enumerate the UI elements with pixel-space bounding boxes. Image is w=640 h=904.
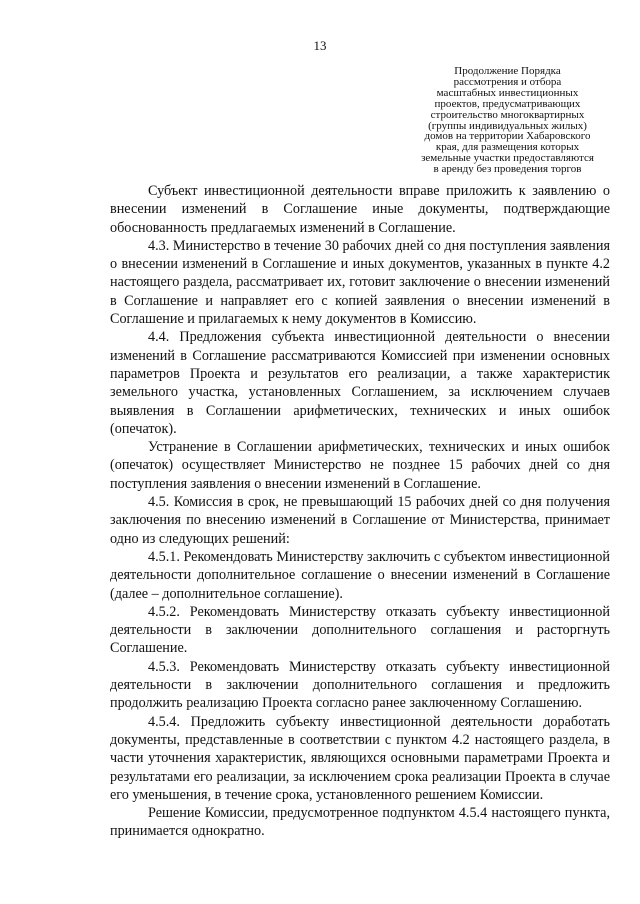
paragraph-4-5-4: 4.5.4. Предложить субъекту инвестиционной деятельности доработать документы, представленные в соответствии с пунктом 4.2 настоящего раздела, в части уточнения характеристик, являющихся основными параметрами Проекта и результатами его реализации, за исключением срока реализации Проекта в случае его уменьшения, в течение срока, установленного решением Комиссии. bbox=[110, 713, 610, 803]
paragraph-commission-decision: Решение Комиссии, предусмотренное подпунктом 4.5.4 настоящего пункта, принимается однократно. bbox=[110, 805, 610, 840]
header-note-line: края, для размещения которых bbox=[435, 141, 580, 154]
header-note-line: в аренду без проведения торгов bbox=[433, 163, 582, 176]
header-note-line: Продолжение Порядка bbox=[454, 65, 561, 77]
header-note-line: домов на территории Хабаровского bbox=[424, 130, 591, 143]
paragraph-4-5-1: 4.5.1. Рекомендовать Министерству заключить с субъектом инвестиционной деятельности дополнительное соглашение о внесении изменений в Соглашение (далее – дополнительное соглашение). bbox=[110, 548, 610, 602]
header-note-line: проектов, предусматривающих bbox=[434, 97, 581, 110]
header-note-line: рассмотрения и отбора bbox=[453, 75, 562, 88]
paragraph-4-5-3: 4.5.3. Рекомендовать Министерству отказать субъекту инвестиционной деятельности в заключении дополнительного соглашения и предложить продолжить реализацию Проекта согласно ранее заключенному Соглашению. bbox=[110, 658, 610, 712]
header-note-line: земельные участки предоставляются bbox=[421, 152, 594, 165]
paragraph-4-4: 4.4. Предложения субъекта инвестиционной деятельности о внесении изменений в Соглашение рассматриваются Комиссией при изменении основных параметров Проекта и результатов его реализации, а также характеристик земельного участка, установленных Соглашением, за исключением случаев выявления в Соглашении арифметических, технических и иных ошибок (опечаток). bbox=[110, 329, 610, 437]
header-note-line: строительство многоквартирных bbox=[430, 108, 585, 121]
paragraph-error-correction: Устранение в Соглашении арифметических, технических и иных ошибок (опечаток) осуществляет Министерство не позднее 15 рабочих дней со дня поступления заявления о внесении изменений в Соглашение. bbox=[110, 439, 610, 492]
paragraph-additional-documents: Субъект инвестиционной деятельности вправе приложить к заявлению о внесении изменений в Соглашение иные документы, подтверждающие обоснованность предлагаемых изменений в Соглашение. bbox=[110, 183, 610, 236]
paragraph-4-5: 4.5. Комиссия в срок, не превышающий 15 рабочих дней со дня получения заключения по внесению изменений в Соглашение от Министерства, принимает одно из следующих решений: bbox=[110, 494, 610, 547]
header-note-line: (группы индивидуальных жилых) bbox=[428, 119, 587, 132]
paragraph-4-3: 4.3. Министерство в течение 30 рабочих дней со дня поступления заявления о внесении изменений в Соглашение и иных документов, указанных в пункте 4.2 настоящего раздела, рассматривает их, готовит заключение о внесении изменений в Соглашение и направляет его с копией заявления о внесении изменений в Соглашение и прилагаемых к нему документов в Комиссию. bbox=[110, 237, 610, 328]
appendix-header-note bbox=[405, 66, 610, 175]
page-number: 13 bbox=[313, 38, 327, 53]
document-body bbox=[110, 182, 610, 841]
header-note-line: масштабных инвестиционных bbox=[436, 86, 579, 99]
paragraph-4-5-2: 4.5.2. Рекомендовать Министерству отказать субъекту инвестиционной деятельности в заключении дополнительного соглашения и расторгнуть Соглашение. bbox=[110, 603, 610, 657]
